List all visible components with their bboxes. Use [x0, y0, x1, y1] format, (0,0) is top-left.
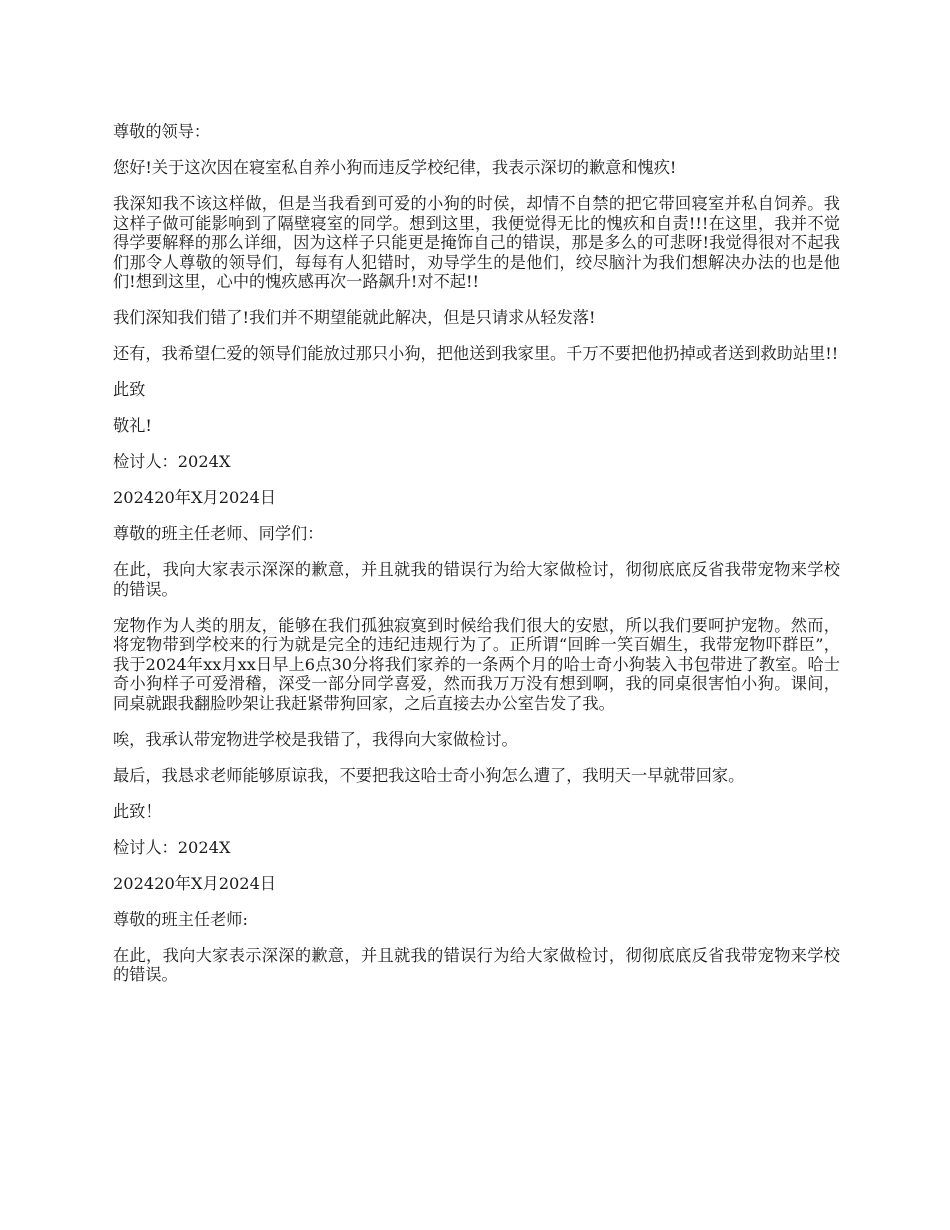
salutation-1: 尊敬的领导： — [113, 122, 211, 141]
paragraph-reflection: 我深知我不该这样做，但是当我看到可爱的小狗的时侯，却情不自禁的把它带回寝室并私自饲养。我这样子做可能影响到了隔壁寝室的同学。想到这里，我便觉得无比的愧疚和自责!!!在这里，我并不觉得学要解释的那么详细，因为这样子只能更是掩饰自己的错误，那是多么的可悲呀!我觉得很对不起我们那令人尊敬的领导们，每每有人犯错时，劝导学生的是他们，绞尽脑汁为我们想解决办法的也是他们!想到这里，心中的愧疚感再次一路飙升!对不起!! — [113, 194, 840, 291]
paragraph-apology: 您好!关于这次因在寝室私自养小狗而违反学校纪律，我表示深切的歉意和愧疚! — [113, 158, 677, 177]
document-body — [113, 122, 840, 1001]
paragraph-request: 我们深知我们错了!我们并不期望能就此解决，但是只请求从轻发落! — [113, 308, 596, 327]
paragraph-pet-story: 宠物作为人类的朋友，能够在我们孤独寂寞到时候给我们很大的安慰，所以我们要呵护宠物。然而，将宠物带到学校来的行为就是完全的违纪违规行为了。正所谓“回眸一笑百媚生，我带宠物吓群臣”，我于2024年xx月xx日早上6点30分将我们家养的一条两个月的哈士奇小狗装入书包带进了教室。哈士奇小狗样子可爱滑稽，深受一部分同学喜爱，然而我万万没有想到啊，我的同桌很害怕小狗。课间，同桌就跟我翻脸吵架让我赶紧带狗回家，之后直接去办公室告发了我。 — [113, 615, 840, 713]
salutation-2: 尊敬的班主任老师、同学们： — [113, 524, 324, 543]
paragraph-final-plea: 最后，我恳求老师能够原谅我，不要把我这哈士奇小狗怎么遭了，我明天一早就带回家。 — [113, 765, 745, 785]
date-1: 202420年X月2024日 — [113, 488, 277, 507]
closing-jingli: 敬礼! — [113, 416, 152, 435]
paragraph-dog-plea: 还有，我希望仁爱的领导们能放过那只小狗，把他送到我家里。千万不要把他扔掉或者送到救助站里!! — [113, 344, 839, 363]
paragraph-intro-2: 在此，我向大家表示深深的歉意，并且就我的错误行为给大家做检讨，彻彻底底反省我带宠物来学校的错误。 — [113, 560, 840, 599]
date-2: 202420年X月2024日 — [113, 873, 277, 893]
paragraph-intro-3: 在此，我向大家表示深深的歉意，并且就我的错误行为给大家做检讨，彻彻底底反省我带宠物来学校的错误。 — [113, 945, 840, 984]
closing-cizhi-2: 此致！ — [113, 801, 162, 821]
signature-1: 检讨人：2024X — [113, 452, 231, 471]
closing-cizhi-1: 此致 — [113, 380, 146, 399]
salutation-3: 尊敬的班主任老师: — [113, 909, 248, 929]
paragraph-admission: 唉，我承认带宠物进学校是我错了，我得向大家做检讨。 — [113, 729, 518, 749]
signature-2: 检讨人：2024X — [113, 837, 231, 857]
